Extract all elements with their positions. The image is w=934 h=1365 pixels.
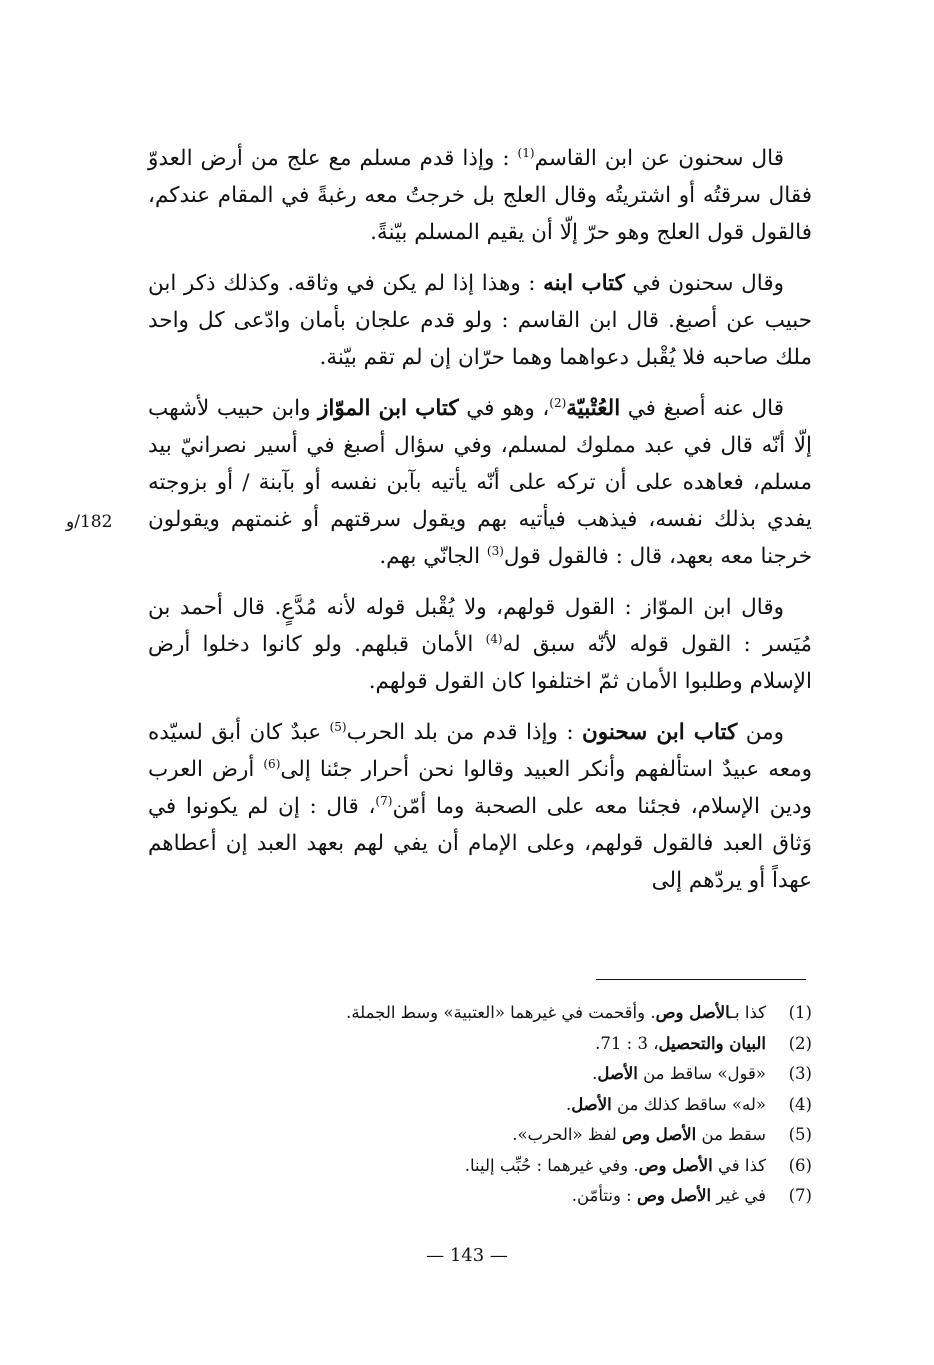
page-number: — 143 — — [426, 1245, 508, 1266]
text-run: سقط من — [696, 1125, 766, 1144]
text-run: : وهذا إذا لم يكن في وثاقه. وكذلك ذكر ابن حبيب عن أصبغ. قال ابن القاسم : ولو قدم علجان بأمان وادّعى كل واحد ملك صاحبه فلا يُقْبل دعواهما وهما حرّان إن لم تقم بيّنة. — [148, 271, 812, 370]
footnote-text — [320, 1059, 766, 1090]
text-run: وابن حبيب لأشهب إلّا أنّه قال في عبد مملوك لمسلم، وفي سؤال أصبغ في أسير نصرانيّ بيد مسلم، فعاهده على أن تركه على أنّه يأتيه بآبن نفسه أو بآبنة / أو بزوجته يفدي بذلك نفسه، فيذهب فيأتيه بهم ويقول سرقتهم أو غنمتهم ويقولون خرجنا معه بعهد، قال : فالقول قول — [148, 396, 812, 569]
footnote — [320, 1181, 812, 1212]
footnote-ref: (1) — [517, 145, 535, 160]
footnote — [320, 1059, 812, 1090]
footnote-ref: (7) — [375, 793, 393, 808]
main-text — [148, 140, 812, 913]
footnote-text — [320, 1120, 766, 1151]
paragraph — [148, 140, 812, 251]
text-run: . وفي غيرهما : حُبِّب إلينا. — [464, 1155, 639, 1175]
footnote-separator — [596, 979, 806, 980]
footnote-text — [320, 1181, 766, 1212]
paragraph — [148, 714, 812, 899]
footnote-number: (5) — [788, 1125, 812, 1144]
text-run: لفظ «الحرب». — [512, 1125, 623, 1144]
footnote-text — [320, 998, 766, 1029]
footnote-number: (2) — [788, 1033, 812, 1053]
footnote — [320, 1151, 812, 1182]
text-run: : وإذا قدم مسلم مع علج من أرض العدوّ فقال سرقتُه أو اشتريتُه وقال العلج بل خرجتُ معه رغبةً في المقام عندكم، فالقول قول العلج وهو حرّ إلّا أن يقيم المسلم بيّنةً. — [148, 146, 812, 245]
footnote — [320, 998, 812, 1029]
text-run: . — [592, 1064, 598, 1083]
footnote-text — [320, 1151, 766, 1182]
text-run: ومن — [737, 720, 784, 745]
bold-title: الأصل — [571, 1094, 612, 1114]
footnote-text — [320, 1029, 766, 1060]
text-run: . وأقحمت في غيرهما «العتبية» وسط الجملة. — [346, 1003, 656, 1022]
text-run: ، وهو في — [458, 396, 550, 421]
paragraph — [148, 589, 812, 700]
bold-title: البيان والتحصيل — [658, 1033, 766, 1053]
footnote-ref: (3) — [486, 543, 504, 558]
text-run: : ونتأمّن. — [571, 1186, 637, 1205]
footnote-ref: (6) — [263, 756, 281, 771]
text-run: : وإذا قدم من بلد الحرب — [346, 720, 582, 745]
text-run: الجانّي بهم. — [379, 544, 487, 569]
bold-title: الأصل وص — [622, 1125, 697, 1144]
bold-title: الأصل وص — [638, 1155, 713, 1175]
paragraph — [148, 390, 812, 575]
bold-title: كتاب ابن الموّاز — [318, 396, 459, 421]
manuscript-folio-note: 182/و — [66, 512, 113, 532]
text-run: عبدٌ كان أبق لسيّده ومعه عبيدٌ استألفهم وأنكر العبيد وقالوا نحن أحرار جئنا إلى — [148, 720, 812, 782]
text-run: . — [565, 1094, 572, 1114]
bold-title: العُتْبيّة — [566, 396, 621, 421]
text-run: كذا بـ — [730, 1003, 766, 1022]
text-run: أرض العرب ودين الإسلام، فجئنا معه على الصحبة وما أمّن — [148, 757, 812, 819]
footnote-number: (6) — [788, 1155, 812, 1175]
text-run: «قول» ساقط من — [637, 1064, 766, 1083]
bold-title: كتاب ابنه — [543, 271, 625, 296]
text-run: في غير — [711, 1186, 766, 1205]
text-run: قال عنه أصبغ في — [620, 396, 784, 421]
footnote — [320, 1090, 812, 1121]
footnote — [320, 1029, 812, 1060]
text-run: «له» ساقط كذلك من — [611, 1094, 766, 1114]
footnote-number: (7) — [788, 1186, 812, 1205]
footnote-number: (3) — [788, 1064, 812, 1083]
footnotes — [320, 998, 812, 1212]
bold-title: كتاب ابن سحنون — [582, 720, 738, 745]
footnote-ref: (5) — [329, 719, 347, 734]
bold-title: الأصل وص — [655, 1003, 731, 1022]
text-run: ، قال : إن لم يكونوا في وَثاق العبد فالقول قولهم، وعلى الإمام أن يفي لهم بعهد العبد إن أعطاهم عهداً أو يردّهم إلى — [148, 794, 812, 893]
paragraph — [148, 265, 812, 376]
bold-title: الأصل وص — [636, 1186, 712, 1205]
text-run: وقال سحنون في — [624, 271, 784, 296]
bold-title: الأصل — [597, 1064, 638, 1083]
footnote-ref: (4) — [485, 631, 503, 646]
footnote-number: (1) — [788, 1003, 812, 1022]
text-run: ، 3 : 71. — [595, 1033, 659, 1053]
text-run: كذا في — [712, 1155, 766, 1175]
footnote-text — [320, 1090, 766, 1121]
text-run: الأمان قبلهم. ولو كانوا دخلوا أرض الإسلام وطلبوا الأمان ثمّ اختلفوا كان القول قولهم. — [148, 632, 812, 694]
text-run: قال سحنون عن ابن القاسم — [534, 146, 785, 171]
text-run: وقال ابن الموّاز : القول قولهم، ولا يُقْبل قوله لأنه مُدَّعٍ. قال أحمد بن مُيَسر : القول قوله لأنّه سبق له — [148, 595, 812, 657]
footnote-ref: (2) — [549, 395, 567, 410]
footnote — [320, 1120, 812, 1151]
footnote-number: (4) — [788, 1094, 812, 1114]
